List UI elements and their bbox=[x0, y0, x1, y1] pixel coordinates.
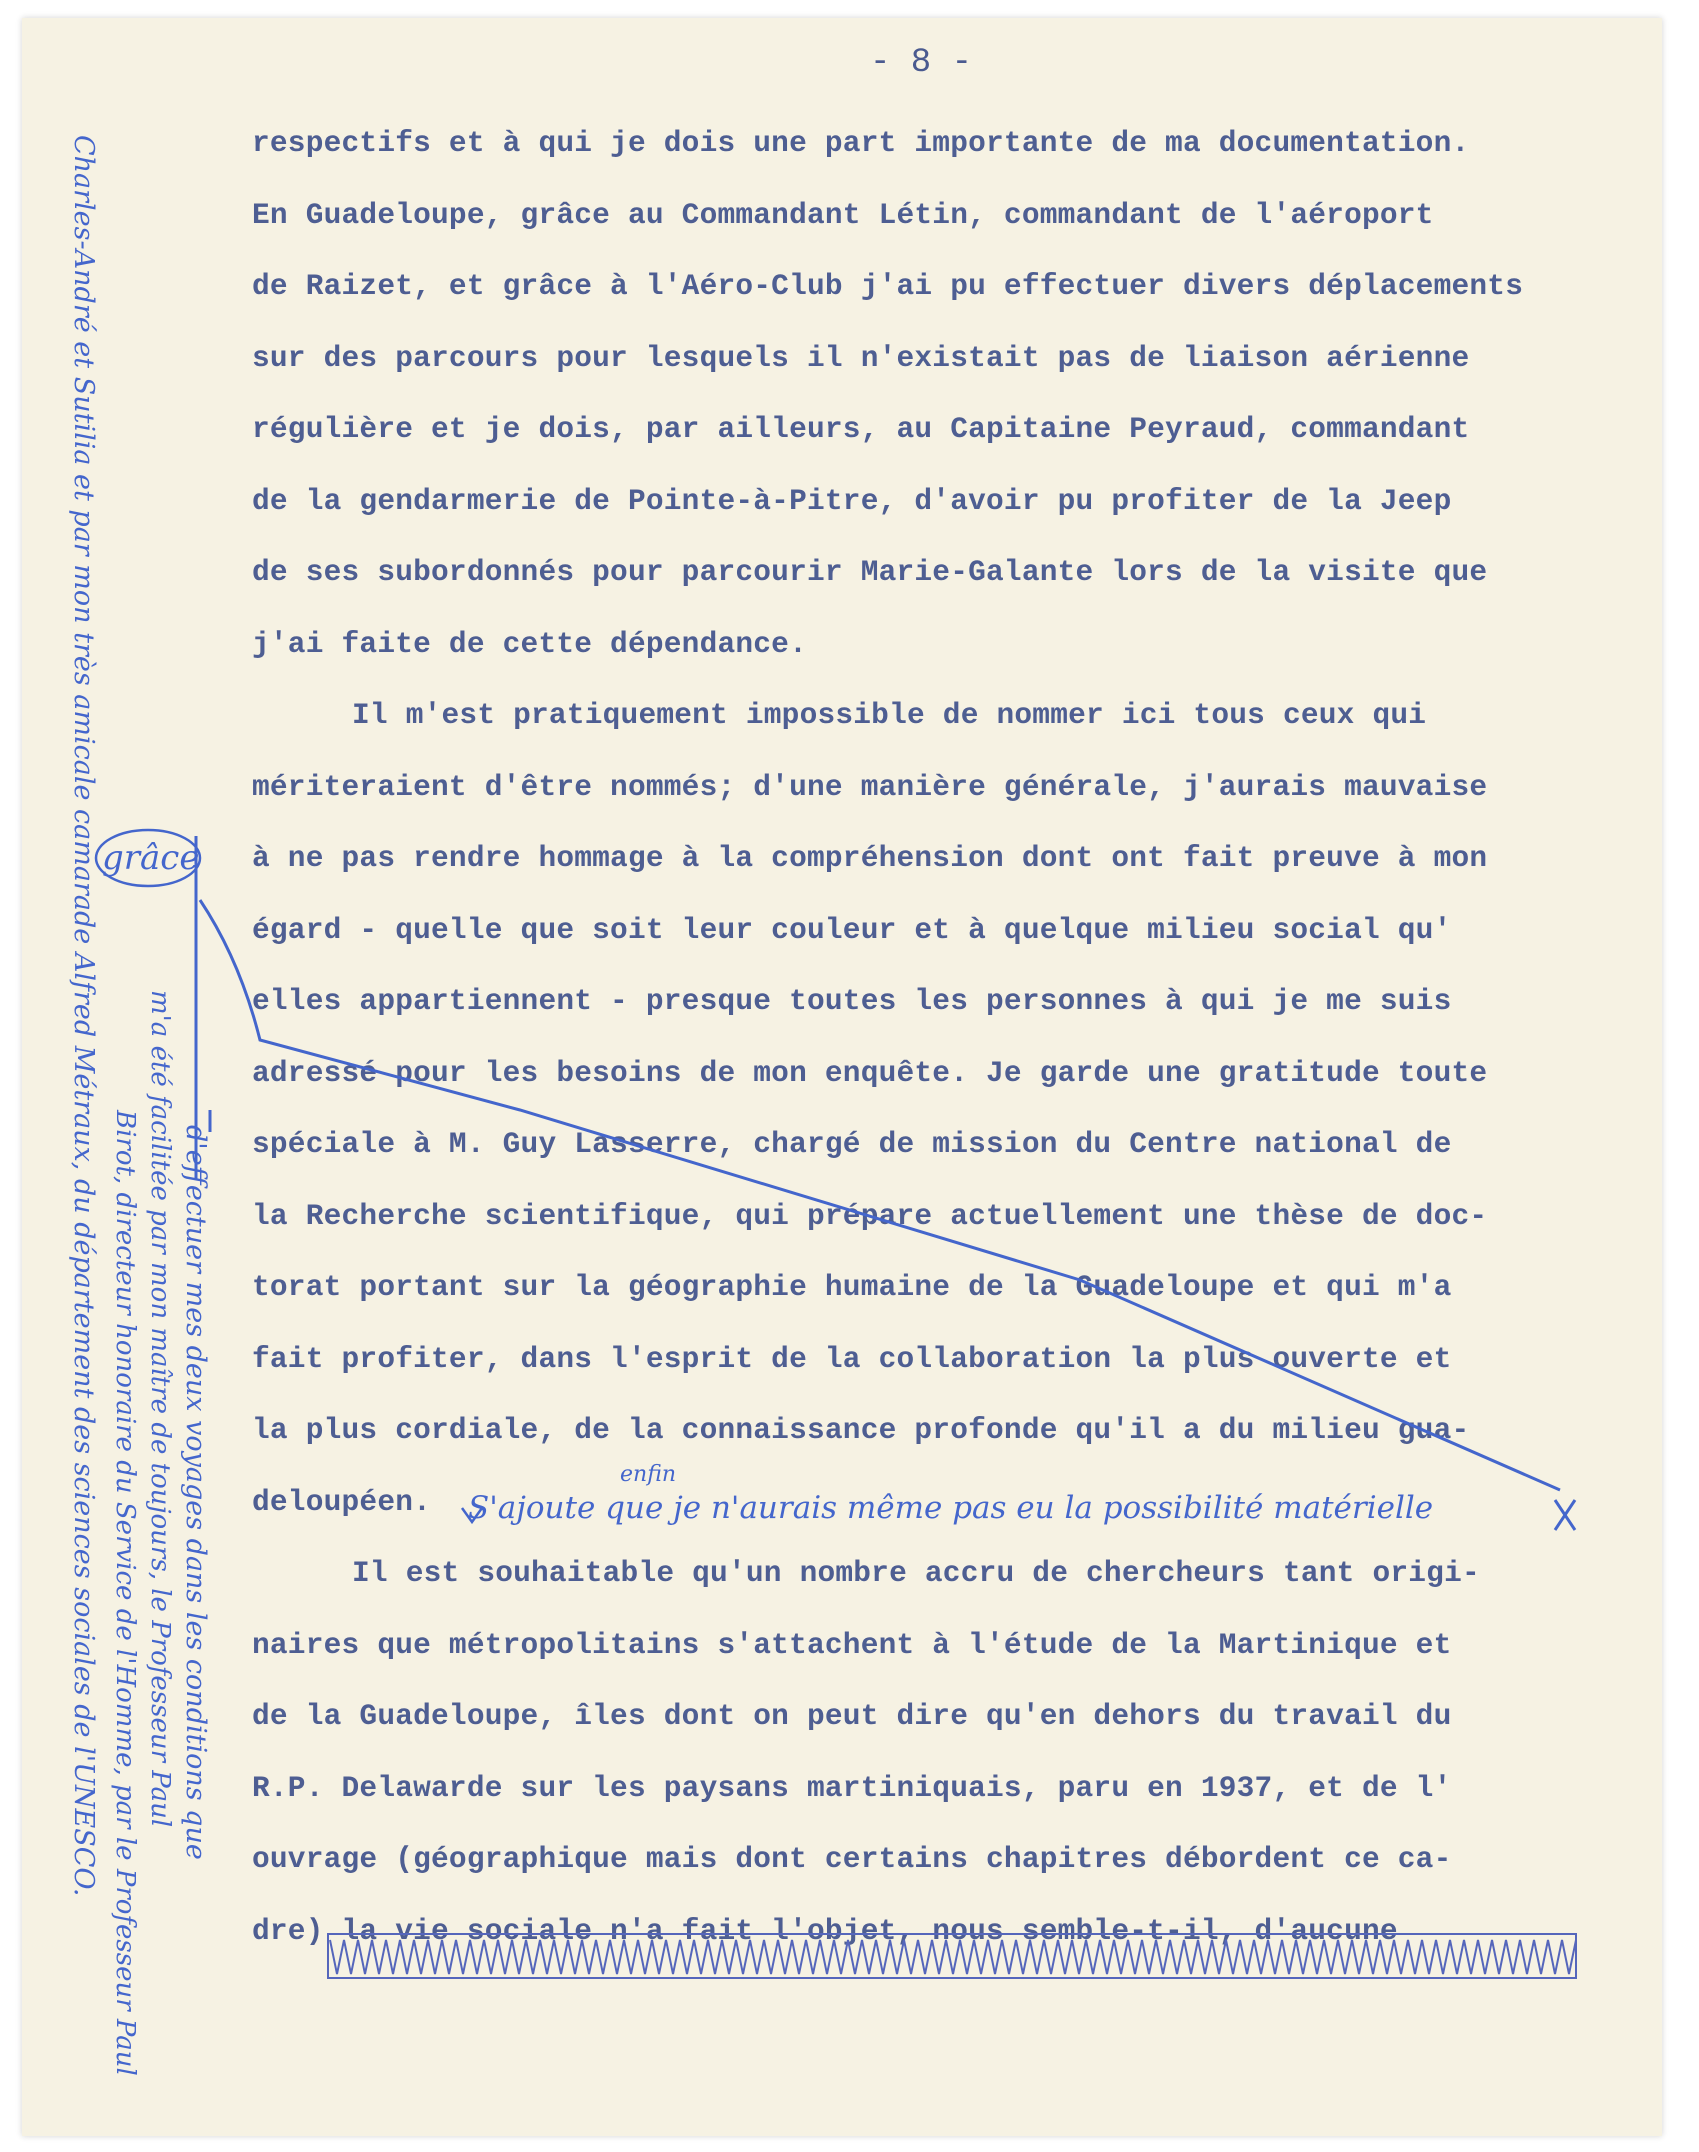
typed-line: sur des parcours pour lesquels il n'existait pas de liaison aérienne bbox=[252, 340, 1470, 375]
typed-line: la Recherche scientifique, qui prépare actuellement une thèse de doc- bbox=[252, 1198, 1488, 1233]
typed-line: de la Guadeloupe, îles dont on peut dire qu'en dehors du travail du bbox=[252, 1699, 1452, 1733]
crossed-out-scribble bbox=[330, 1940, 1576, 1974]
typed-line: elles appartiennent - presque toutes les personnes à qui je me suis bbox=[252, 984, 1452, 1018]
insertion-caret bbox=[462, 1508, 482, 1522]
typed-line: spéciale à M. Guy Lasserre, chargé de mission du Centre national de bbox=[252, 1127, 1452, 1161]
typed-line: régulière et je dois, par ailleurs, au Capitaine Peyraud, commandant bbox=[252, 412, 1470, 446]
typed-line: dre) la vie sociale n'a fait l'objet, nous semble-t-il, d'aucune bbox=[252, 1913, 1398, 1948]
handwritten-grace: grâce bbox=[102, 838, 200, 878]
typed-line: R.P. Delawarde sur les paysans martiniquais, paru en 1937, et de l' bbox=[252, 1770, 1452, 1805]
insertion-end-mark bbox=[1555, 1500, 1575, 1530]
typed-line: naires que métropolitains s'attachent à l'étude de la Martinique et bbox=[252, 1627, 1452, 1662]
typed-line: de Raizet, et grâce à l'Aéro-Club j'ai pu effectuer divers déplacements bbox=[252, 269, 1524, 303]
typed-line: de la gendarmerie de Pointe-à-Pitre, d'avoir pu profiter de la Jeep bbox=[252, 483, 1452, 518]
typed-line: En Guadeloupe, grâce au Commandant Létin, commandant de l'aéroport bbox=[252, 197, 1434, 232]
grace-circle bbox=[96, 830, 200, 886]
typed-line: mériteraient d'être nommés; d'une manière générale, j'aurais mauvaise bbox=[252, 769, 1488, 804]
typed-line: j'ai faite de cette dépendance. bbox=[252, 626, 807, 661]
typed-line: fait profiter, dans l'esprit de la collaboration la plus ouverte et bbox=[252, 1341, 1452, 1376]
page-number: - 8 - bbox=[870, 44, 973, 82]
handwritten-insertion-above: enfin bbox=[620, 1462, 677, 1487]
typed-line: respectifs et à qui je dois une part importante de ma documentation. bbox=[252, 126, 1470, 160]
insertion-arrow-line bbox=[200, 900, 1560, 1490]
typed-line: Il m'est pratiquement impossible de nommer ici tous ceux qui bbox=[352, 698, 1427, 732]
typed-line: Il est souhaitable qu'un nombre accru de chercheurs tant origi- bbox=[352, 1556, 1480, 1590]
margin-note-4: d'effectuer mes deux voyages dans les conditions que bbox=[180, 1125, 211, 1860]
typed-line: deloupéen. bbox=[252, 1484, 432, 1519]
typed-line: adressé pour les besoins de mon enquête. Je garde une gratitude toute bbox=[252, 1055, 1488, 1090]
handwritten-insertion: S'ajoute que je n'aurais même pas eu la possibilité matérielle bbox=[468, 1490, 1434, 1526]
typed-line: ouvrage (géographique mais dont certains chapitres débordent ce ca- bbox=[252, 1842, 1452, 1876]
typed-line: la plus cordiale, de la connaissance profonde qu'il a du milieu gua- bbox=[252, 1413, 1470, 1447]
margin-note-3: m'a été facilitée par mon maître de toujours, le Professeur Paul bbox=[145, 990, 175, 1828]
typed-line: de ses subordonnés pour parcourir Marie-Galante lors de la visite que bbox=[252, 555, 1488, 589]
typed-line: égard - quelle que soit leur couleur et à quelque milieu social qu' bbox=[252, 912, 1452, 947]
margin-note-1: Charles-André et Sutilia et par mon très amicale camarade Alfred Métraux, du département des sciences sociales de l'UNESCO. bbox=[68, 135, 99, 1897]
typed-line: torat portant sur la géographie humaine de la Guadeloupe et qui m'a bbox=[252, 1270, 1452, 1304]
typed-line: à ne pas rendre hommage à la compréhension dont ont fait preuve à mon bbox=[252, 841, 1488, 875]
margin-note-2: Birot, directeur honoraire du Service de l'Homme, par le Professeur Paul bbox=[110, 1110, 140, 2076]
